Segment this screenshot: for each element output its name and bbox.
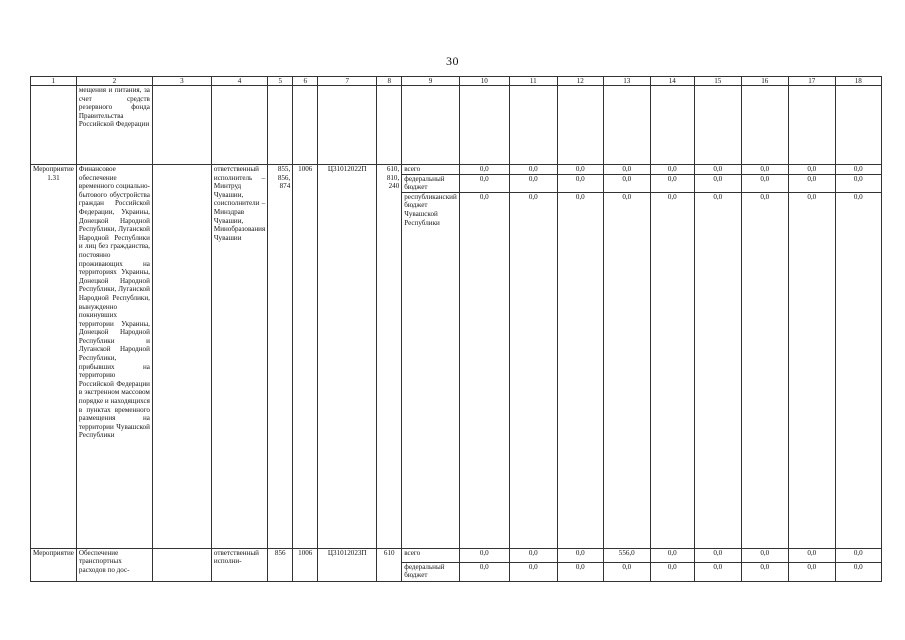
value-cell: 0,0	[650, 548, 694, 562]
responsible-executor: ответственный исполнитель – Минтруд Чувашии, соисполнители – Минздрав Чувашии, Минобразования Чувашии	[211, 165, 267, 549]
cell	[152, 86, 211, 165]
value-cell: 0,0	[788, 174, 835, 192]
section-code: 1006	[293, 165, 318, 549]
value-cell: 0,0	[650, 562, 694, 581]
funding-source: всего	[402, 165, 460, 175]
cell	[835, 86, 881, 165]
value-cell: 0,0	[741, 174, 788, 192]
header-cell: 2	[76, 77, 152, 86]
value-cell: 0,0	[835, 174, 881, 192]
header-cell: 10	[459, 77, 509, 86]
measure-label: Мероприятие 1.31	[31, 165, 77, 549]
page-number: 30	[446, 54, 459, 68]
value-cell: 0,0	[557, 174, 603, 192]
header-cell: 13	[603, 77, 650, 86]
funding-source: федеральный бюджет	[402, 174, 460, 192]
cell	[603, 86, 650, 165]
header-cell: 3	[152, 77, 211, 86]
cell	[31, 86, 77, 165]
value-cell: 0,0	[459, 165, 509, 175]
value-cell: 0,0	[650, 174, 694, 192]
funding-source: всего	[402, 548, 460, 562]
ministry-code: 856	[268, 548, 293, 581]
cell	[402, 86, 460, 165]
header-cell: 4	[211, 77, 267, 86]
header-cell: 6	[293, 77, 318, 86]
value-cell: 0,0	[557, 192, 603, 548]
measure-label: Мероприятие	[31, 548, 77, 581]
target-article: Ц31012022П	[318, 165, 377, 549]
value-cell: 0,0	[650, 192, 694, 548]
header-cell: 5	[268, 77, 293, 86]
value-cell: 0,0	[459, 562, 509, 581]
value-cell: 0,0	[603, 174, 650, 192]
value-cell: 0,0	[741, 192, 788, 548]
value-cell: 0,0	[835, 165, 881, 175]
section-code: 1006	[293, 548, 318, 581]
value-cell: 0,0	[650, 165, 694, 175]
measure-description: Финансовое обеспечение временного социально-бытового обустройства граждан Российской Федерации, Украины, Донецкой Народной Республики, Луганской Народной Республики и лиц без гражданства, постоянно проживающих на территориях Украины, Донецкой Народной Республики, Луганской Народной Республики, вынужденно покинувших территории Украины, Донецкой Народной Республики и Луганской Народной Республики, прибывших на территорию Российской Федерации в экстренном массовом порядке и находящихся в пунктах временного размещения на территории Чувашской Республики	[76, 165, 152, 549]
value-cell: 556,0	[603, 548, 650, 562]
value-cell: 0,0	[788, 548, 835, 562]
value-cell: 0,0	[509, 165, 557, 175]
table-row	[31, 548, 882, 562]
cell	[557, 86, 603, 165]
value-cell: 0,0	[603, 562, 650, 581]
header-cell: 8	[377, 77, 402, 86]
value-cell: 0,0	[741, 165, 788, 175]
cell	[152, 165, 211, 549]
value-cell: 0,0	[509, 562, 557, 581]
header-cell: 18	[835, 77, 881, 86]
cell	[293, 86, 318, 165]
cell	[459, 86, 509, 165]
value-cell: 0,0	[509, 174, 557, 192]
value-cell: 0,0	[459, 192, 509, 548]
cell	[211, 86, 267, 165]
cell	[318, 86, 377, 165]
cell	[788, 86, 835, 165]
header-cell: 1	[31, 77, 77, 86]
cell	[694, 86, 741, 165]
value-cell: 0,0	[741, 548, 788, 562]
value-cell: 0,0	[741, 562, 788, 581]
value-cell: 0,0	[509, 548, 557, 562]
value-cell: 0,0	[694, 548, 741, 562]
value-cell: 0,0	[788, 562, 835, 581]
value-cell: 0,0	[694, 562, 741, 581]
header-cell: 9	[402, 77, 460, 86]
value-cell: 0,0	[557, 165, 603, 175]
cell	[377, 86, 402, 165]
header-cell: 17	[788, 77, 835, 86]
header-cell: 11	[509, 77, 557, 86]
header-cell: 12	[557, 77, 603, 86]
continuation-description: мещения и питания, за счет средств резервного фонда Правительства Российской Федерации	[76, 86, 152, 165]
value-cell: 0,0	[835, 562, 881, 581]
value-cell: 0,0	[603, 165, 650, 175]
value-cell: 0,0	[459, 548, 509, 562]
value-cell: 0,0	[509, 192, 557, 548]
header-cell: 16	[741, 77, 788, 86]
value-cell: 0,0	[557, 562, 603, 581]
ministry-code: 855, 856, 874	[268, 165, 293, 549]
cell	[650, 86, 694, 165]
cell	[152, 548, 211, 581]
program-table	[30, 76, 882, 582]
cell	[741, 86, 788, 165]
value-cell: 0,0	[835, 192, 881, 548]
value-cell: 0,0	[788, 165, 835, 175]
funding-source: республиканский бюджет Чувашской Республики	[402, 192, 460, 548]
funding-source: федеральный бюджет	[402, 562, 460, 581]
table-row	[31, 165, 882, 175]
continuation-row	[31, 86, 882, 165]
cell	[268, 86, 293, 165]
expense-type: 610	[377, 548, 402, 581]
target-article: Ц31012023П	[318, 548, 377, 581]
value-cell: 0,0	[694, 174, 741, 192]
header-cell: 15	[694, 77, 741, 86]
value-cell: 0,0	[557, 548, 603, 562]
value-cell: 0,0	[694, 192, 741, 548]
value-cell: 0,0	[459, 174, 509, 192]
expense-type: 610, 810, 240	[377, 165, 402, 549]
value-cell: 0,0	[694, 165, 741, 175]
cell	[509, 86, 557, 165]
responsible-executor: ответственный исполни-	[211, 548, 267, 581]
header-row	[31, 77, 882, 86]
value-cell: 0,0	[835, 548, 881, 562]
header-cell: 7	[318, 77, 377, 86]
header-cell: 14	[650, 77, 694, 86]
measure-description: Обеспечение транспортных расходов по дос-	[76, 548, 152, 581]
value-cell: 0,0	[788, 192, 835, 548]
value-cell: 0,0	[603, 192, 650, 548]
